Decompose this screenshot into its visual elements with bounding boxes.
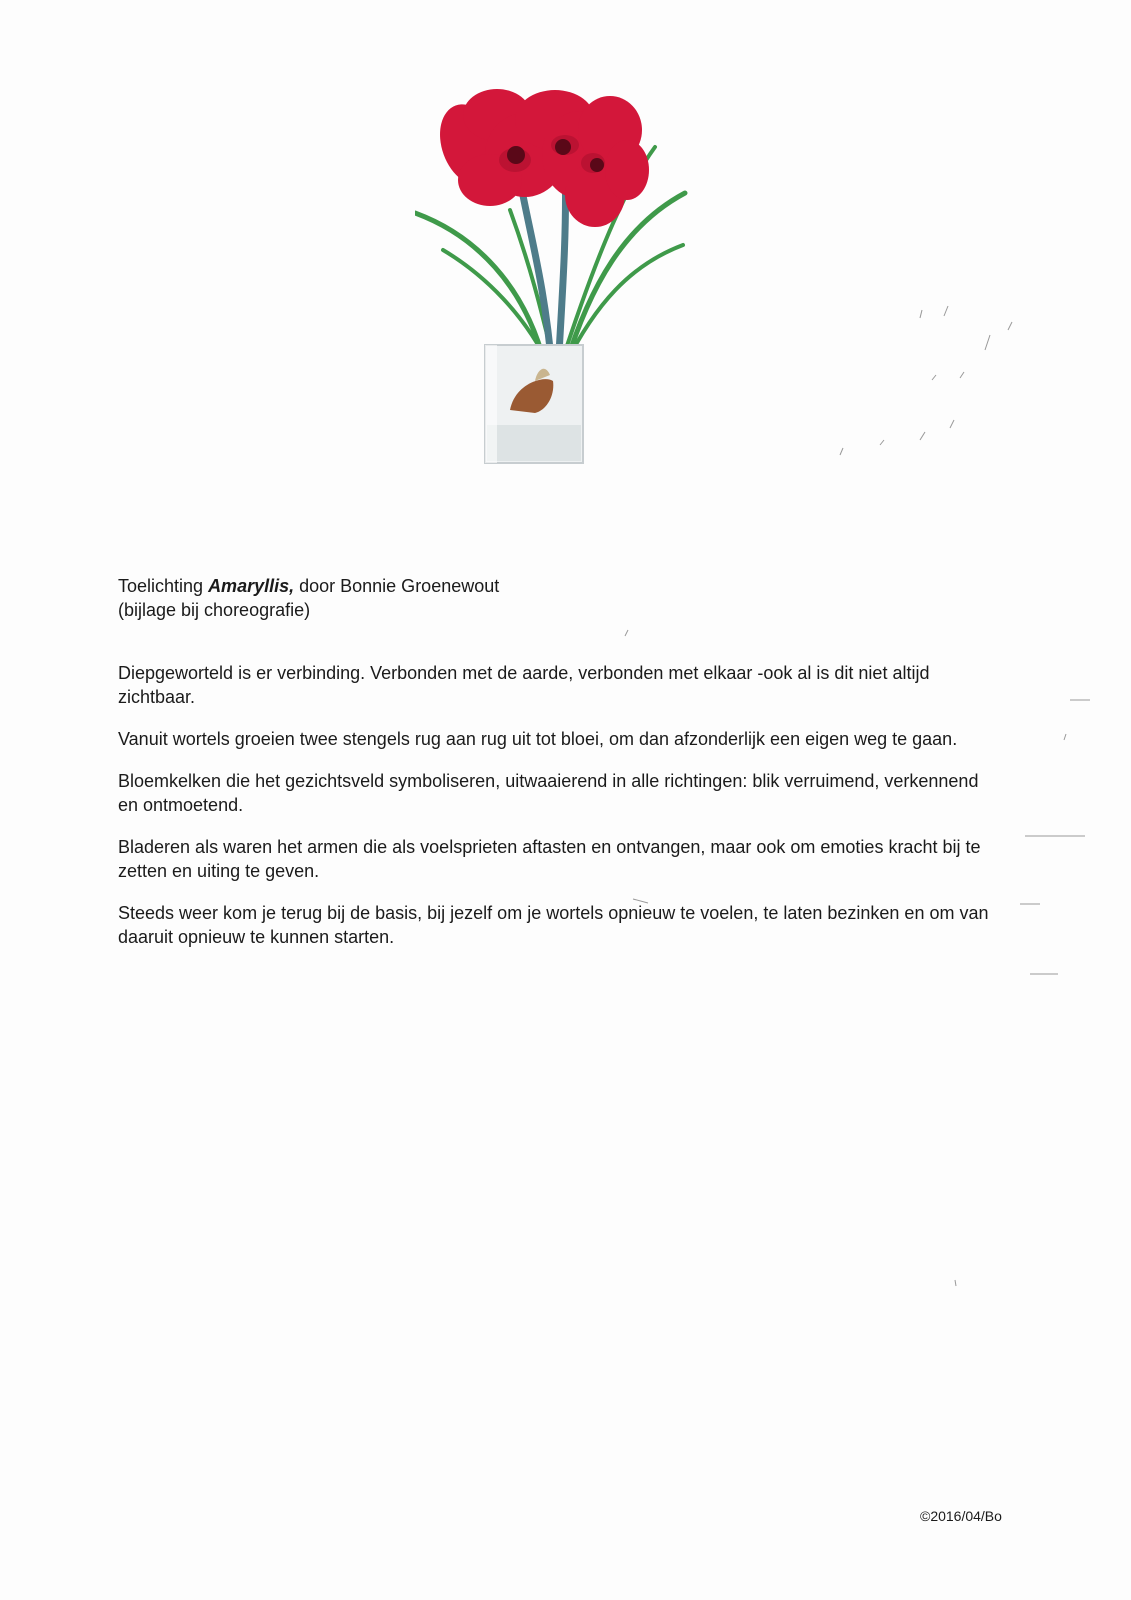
copyright-note: ©2016/04/Bo	[920, 1508, 1002, 1524]
paragraph: Steeds weer kom je terug bij de basis, bij jezelf om je wortels opnieuw te voelen, te laten bezinken en om van daaruit opnieuw te kunnen starten.	[118, 903, 989, 947]
flower-cluster	[429, 89, 649, 227]
document-header	[118, 574, 499, 622]
paragraph: Diepgeworteld is er verbinding. Verbonden met de aarde, verbonden met elkaar -ook al is dit niet altijd zichtbaar.	[118, 663, 930, 707]
glass-vase	[485, 345, 583, 463]
title-prefix: Toelichting	[118, 576, 209, 596]
paragraph: Vanuit wortels groeien twee stengels rug aan rug uit tot bloei, om dan afzonderlijk een eigen weg te gaan.	[118, 729, 958, 749]
amaryllis-illustration	[415, 85, 705, 485]
title-line	[118, 574, 499, 598]
document-subtitle: (bijlage bij choreografie)	[118, 600, 311, 620]
document-title: Amaryllis,	[208, 576, 295, 596]
paragraph: Bladeren als waren het armen die als voelsprieten aftasten en ontvangen, maar ook om emoties kracht bij te zetten en uiting te geven.	[118, 837, 981, 881]
author-line: door Bonnie Groenewout	[294, 576, 500, 596]
paragraph: Bloemkelken die het gezichtsveld symboliseren, uitwaaierend in alle richtingen: blik verruimend, verkennend en ontmoetend.	[118, 771, 979, 815]
explanation-body	[118, 661, 998, 967]
